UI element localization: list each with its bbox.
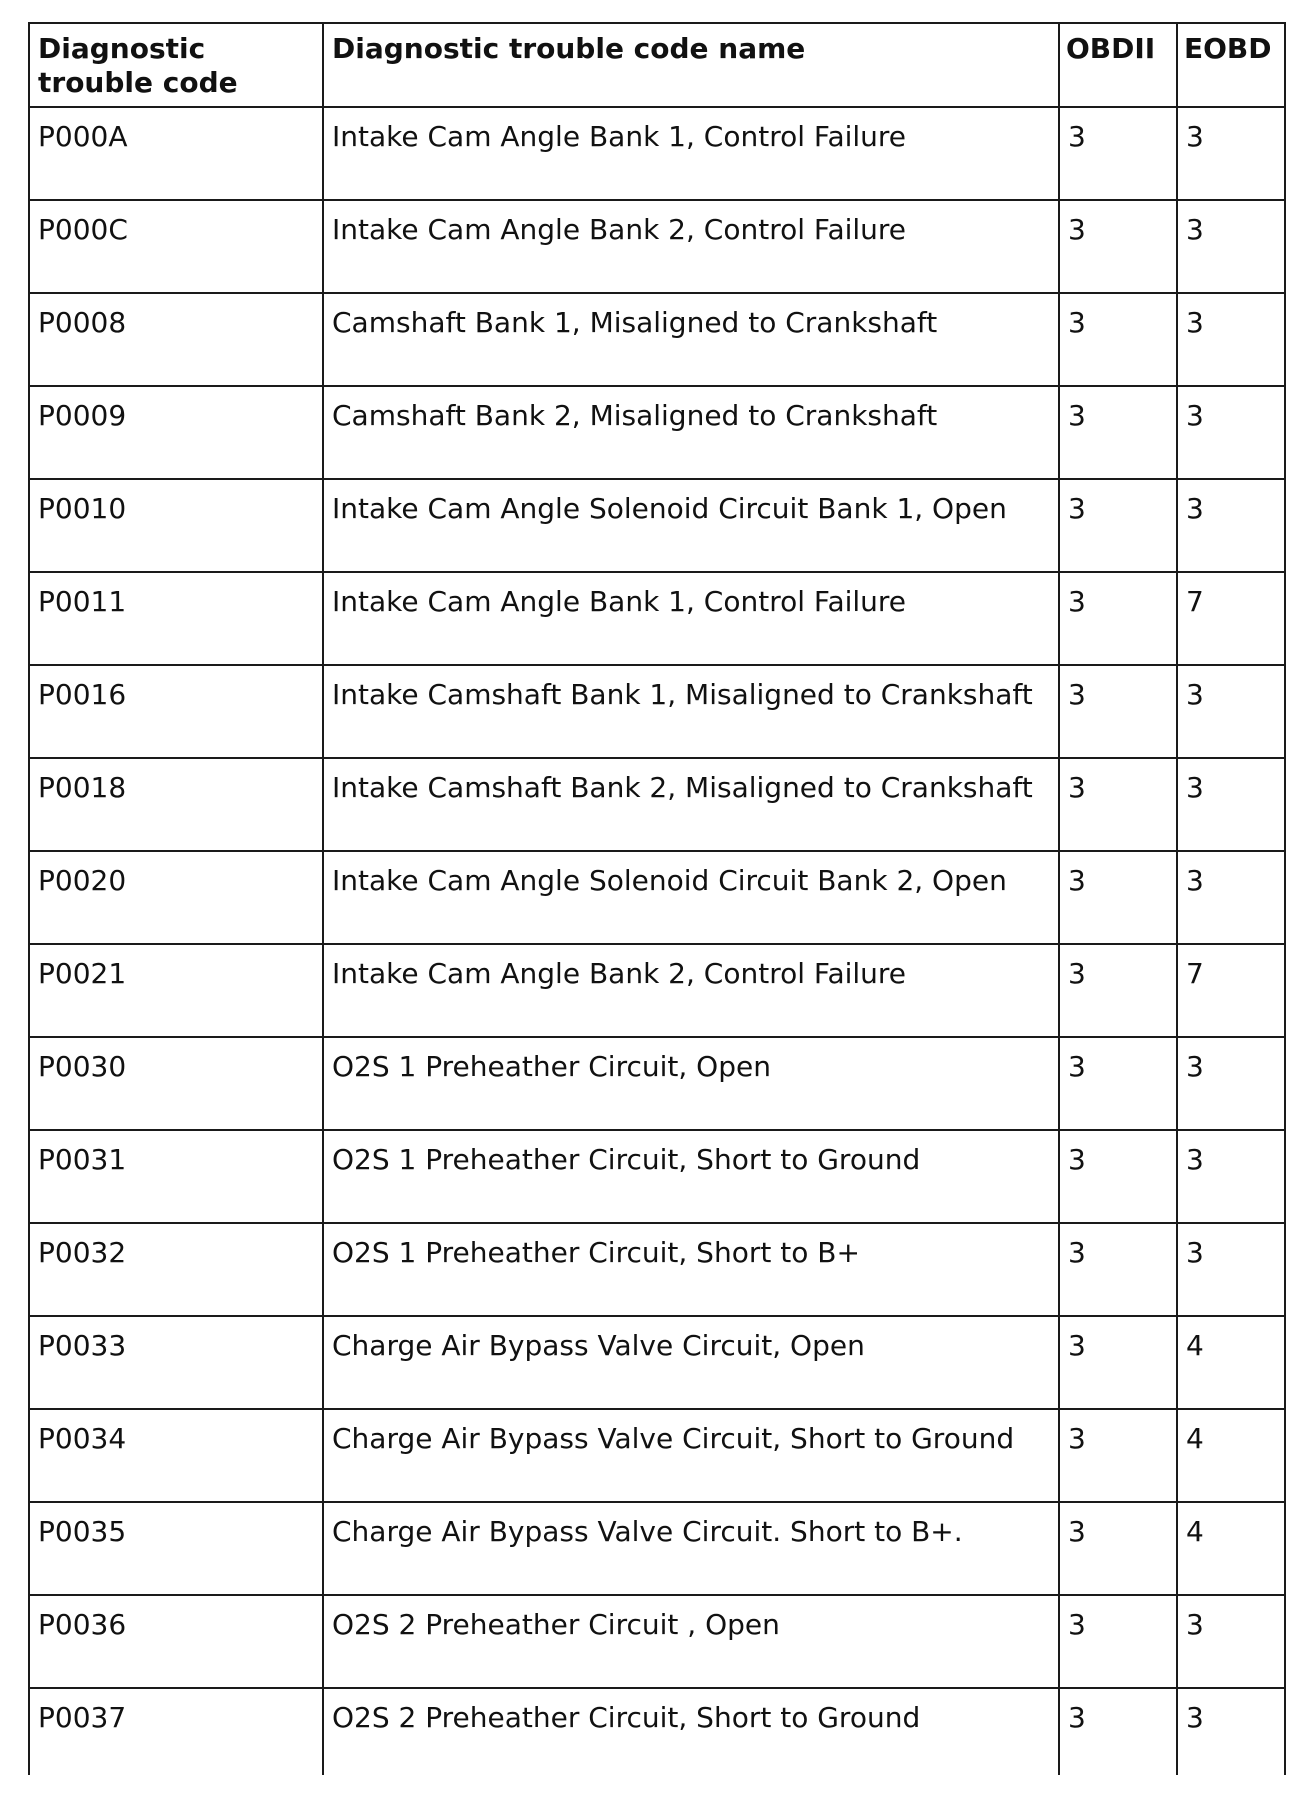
table-row xyxy=(29,665,1285,758)
cell-name: Charge Air Bypass Valve Circuit, Open xyxy=(323,1316,1059,1409)
table-row xyxy=(29,200,1285,293)
cell-code: P0033 xyxy=(29,1316,323,1409)
table-row xyxy=(29,944,1285,1037)
cell-name: O2S 2 Preheather Circuit, Short to Ground xyxy=(323,1688,1059,1775)
cell-name: Intake Camshaft Bank 1, Misaligned to Crankshaft xyxy=(323,665,1059,758)
cell-name: Charge Air Bypass Valve Circuit, Short to Ground xyxy=(323,1409,1059,1502)
cell-code: P0010 xyxy=(29,479,323,572)
cell-name: Intake Cam Angle Bank 1, Control Failure xyxy=(323,107,1059,200)
cell-obdii: 3 xyxy=(1059,386,1177,479)
cell-code: P0018 xyxy=(29,758,323,851)
cell-obdii: 3 xyxy=(1059,1223,1177,1316)
cell-code: P0020 xyxy=(29,851,323,944)
cell-name: Intake Cam Angle Solenoid Circuit Bank 2, Open xyxy=(323,851,1059,944)
cell-eobd: 3 xyxy=(1177,1223,1285,1316)
cell-obdii: 3 xyxy=(1059,1130,1177,1223)
cell-obdii: 3 xyxy=(1059,572,1177,665)
cell-name: Camshaft Bank 1, Misaligned to Crankshaft xyxy=(323,293,1059,386)
cell-code: P0036 xyxy=(29,1595,323,1688)
cell-eobd: 3 xyxy=(1177,1688,1285,1775)
cell-code: P0035 xyxy=(29,1502,323,1595)
cell-eobd: 3 xyxy=(1177,1130,1285,1223)
cell-obdii: 3 xyxy=(1059,479,1177,572)
cell-eobd: 3 xyxy=(1177,293,1285,386)
cell-name: O2S 1 Preheather Circuit, Short to Ground xyxy=(323,1130,1059,1223)
cell-name: O2S 2 Preheather Circuit , Open xyxy=(323,1595,1059,1688)
cell-code: P0008 xyxy=(29,293,323,386)
cell-code: P0032 xyxy=(29,1223,323,1316)
cell-eobd: 3 xyxy=(1177,1595,1285,1688)
cell-obdii: 3 xyxy=(1059,1688,1177,1775)
cell-code: P000A xyxy=(29,107,323,200)
table-row xyxy=(29,1130,1285,1223)
table-row xyxy=(29,1595,1285,1688)
cell-obdii: 3 xyxy=(1059,1037,1177,1130)
cell-code: P0034 xyxy=(29,1409,323,1502)
table-row xyxy=(29,107,1285,200)
cell-eobd: 3 xyxy=(1177,479,1285,572)
cell-obdii: 3 xyxy=(1059,851,1177,944)
cell-eobd: 3 xyxy=(1177,851,1285,944)
table-row xyxy=(29,1502,1285,1595)
table-row xyxy=(29,1316,1285,1409)
cell-eobd: 3 xyxy=(1177,107,1285,200)
cell-obdii: 3 xyxy=(1059,1502,1177,1595)
cell-code: P0030 xyxy=(29,1037,323,1130)
table-row xyxy=(29,293,1285,386)
cell-code: P0011 xyxy=(29,572,323,665)
table-row xyxy=(29,758,1285,851)
table-header xyxy=(29,23,1285,107)
table-row xyxy=(29,479,1285,572)
cell-eobd: 7 xyxy=(1177,944,1285,1037)
cell-name: Charge Air Bypass Valve Circuit. Short to B+. xyxy=(323,1502,1059,1595)
table-row xyxy=(29,386,1285,479)
cell-eobd: 7 xyxy=(1177,572,1285,665)
cell-obdii: 3 xyxy=(1059,200,1177,293)
table-row xyxy=(29,1223,1285,1316)
table-row xyxy=(29,851,1285,944)
cell-code: P0009 xyxy=(29,386,323,479)
cell-name: Camshaft Bank 2, Misaligned to Crankshaft xyxy=(323,386,1059,479)
cell-obdii: 3 xyxy=(1059,944,1177,1037)
cell-obdii: 3 xyxy=(1059,107,1177,200)
cell-eobd: 3 xyxy=(1177,1037,1285,1130)
cell-eobd: 3 xyxy=(1177,758,1285,851)
header-row xyxy=(29,23,1285,107)
cell-obdii: 3 xyxy=(1059,293,1177,386)
cell-name: Intake Cam Angle Bank 2, Control Failure xyxy=(323,944,1059,1037)
cell-eobd: 4 xyxy=(1177,1502,1285,1595)
cell-code: P000C xyxy=(29,200,323,293)
header-code: Diagnostic trouble code xyxy=(29,23,323,107)
header-obdii: OBDII xyxy=(1059,23,1177,107)
cell-name: Intake Camshaft Bank 2, Misaligned to Crankshaft xyxy=(323,758,1059,851)
table-row xyxy=(29,1409,1285,1502)
cell-code: P0021 xyxy=(29,944,323,1037)
cell-eobd: 3 xyxy=(1177,200,1285,293)
cell-obdii: 3 xyxy=(1059,1409,1177,1502)
table-body xyxy=(29,107,1285,1775)
table-row xyxy=(29,1037,1285,1130)
cell-code: P0016 xyxy=(29,665,323,758)
cell-eobd: 4 xyxy=(1177,1409,1285,1502)
cell-obdii: 3 xyxy=(1059,1316,1177,1409)
cell-code: P0037 xyxy=(29,1688,323,1775)
table-row xyxy=(29,1688,1285,1775)
cell-eobd: 3 xyxy=(1177,665,1285,758)
cell-eobd: 3 xyxy=(1177,386,1285,479)
cell-obdii: 3 xyxy=(1059,758,1177,851)
cell-name: O2S 1 Preheather Circuit, Open xyxy=(323,1037,1059,1130)
cell-code: P0031 xyxy=(29,1130,323,1223)
header-eobd: EOBD xyxy=(1177,23,1285,107)
cell-name: O2S 1 Preheather Circuit, Short to B+ xyxy=(323,1223,1059,1316)
cell-name: Intake Cam Angle Solenoid Circuit Bank 1, Open xyxy=(323,479,1059,572)
cell-eobd: 4 xyxy=(1177,1316,1285,1409)
header-name: Diagnostic trouble code name xyxy=(323,23,1059,107)
dtc-table xyxy=(28,22,1286,1775)
cell-obdii: 3 xyxy=(1059,1595,1177,1688)
cell-name: Intake Cam Angle Bank 2, Control Failure xyxy=(323,200,1059,293)
cell-obdii: 3 xyxy=(1059,665,1177,758)
table-row xyxy=(29,572,1285,665)
cell-name: Intake Cam Angle Bank 1, Control Failure xyxy=(323,572,1059,665)
